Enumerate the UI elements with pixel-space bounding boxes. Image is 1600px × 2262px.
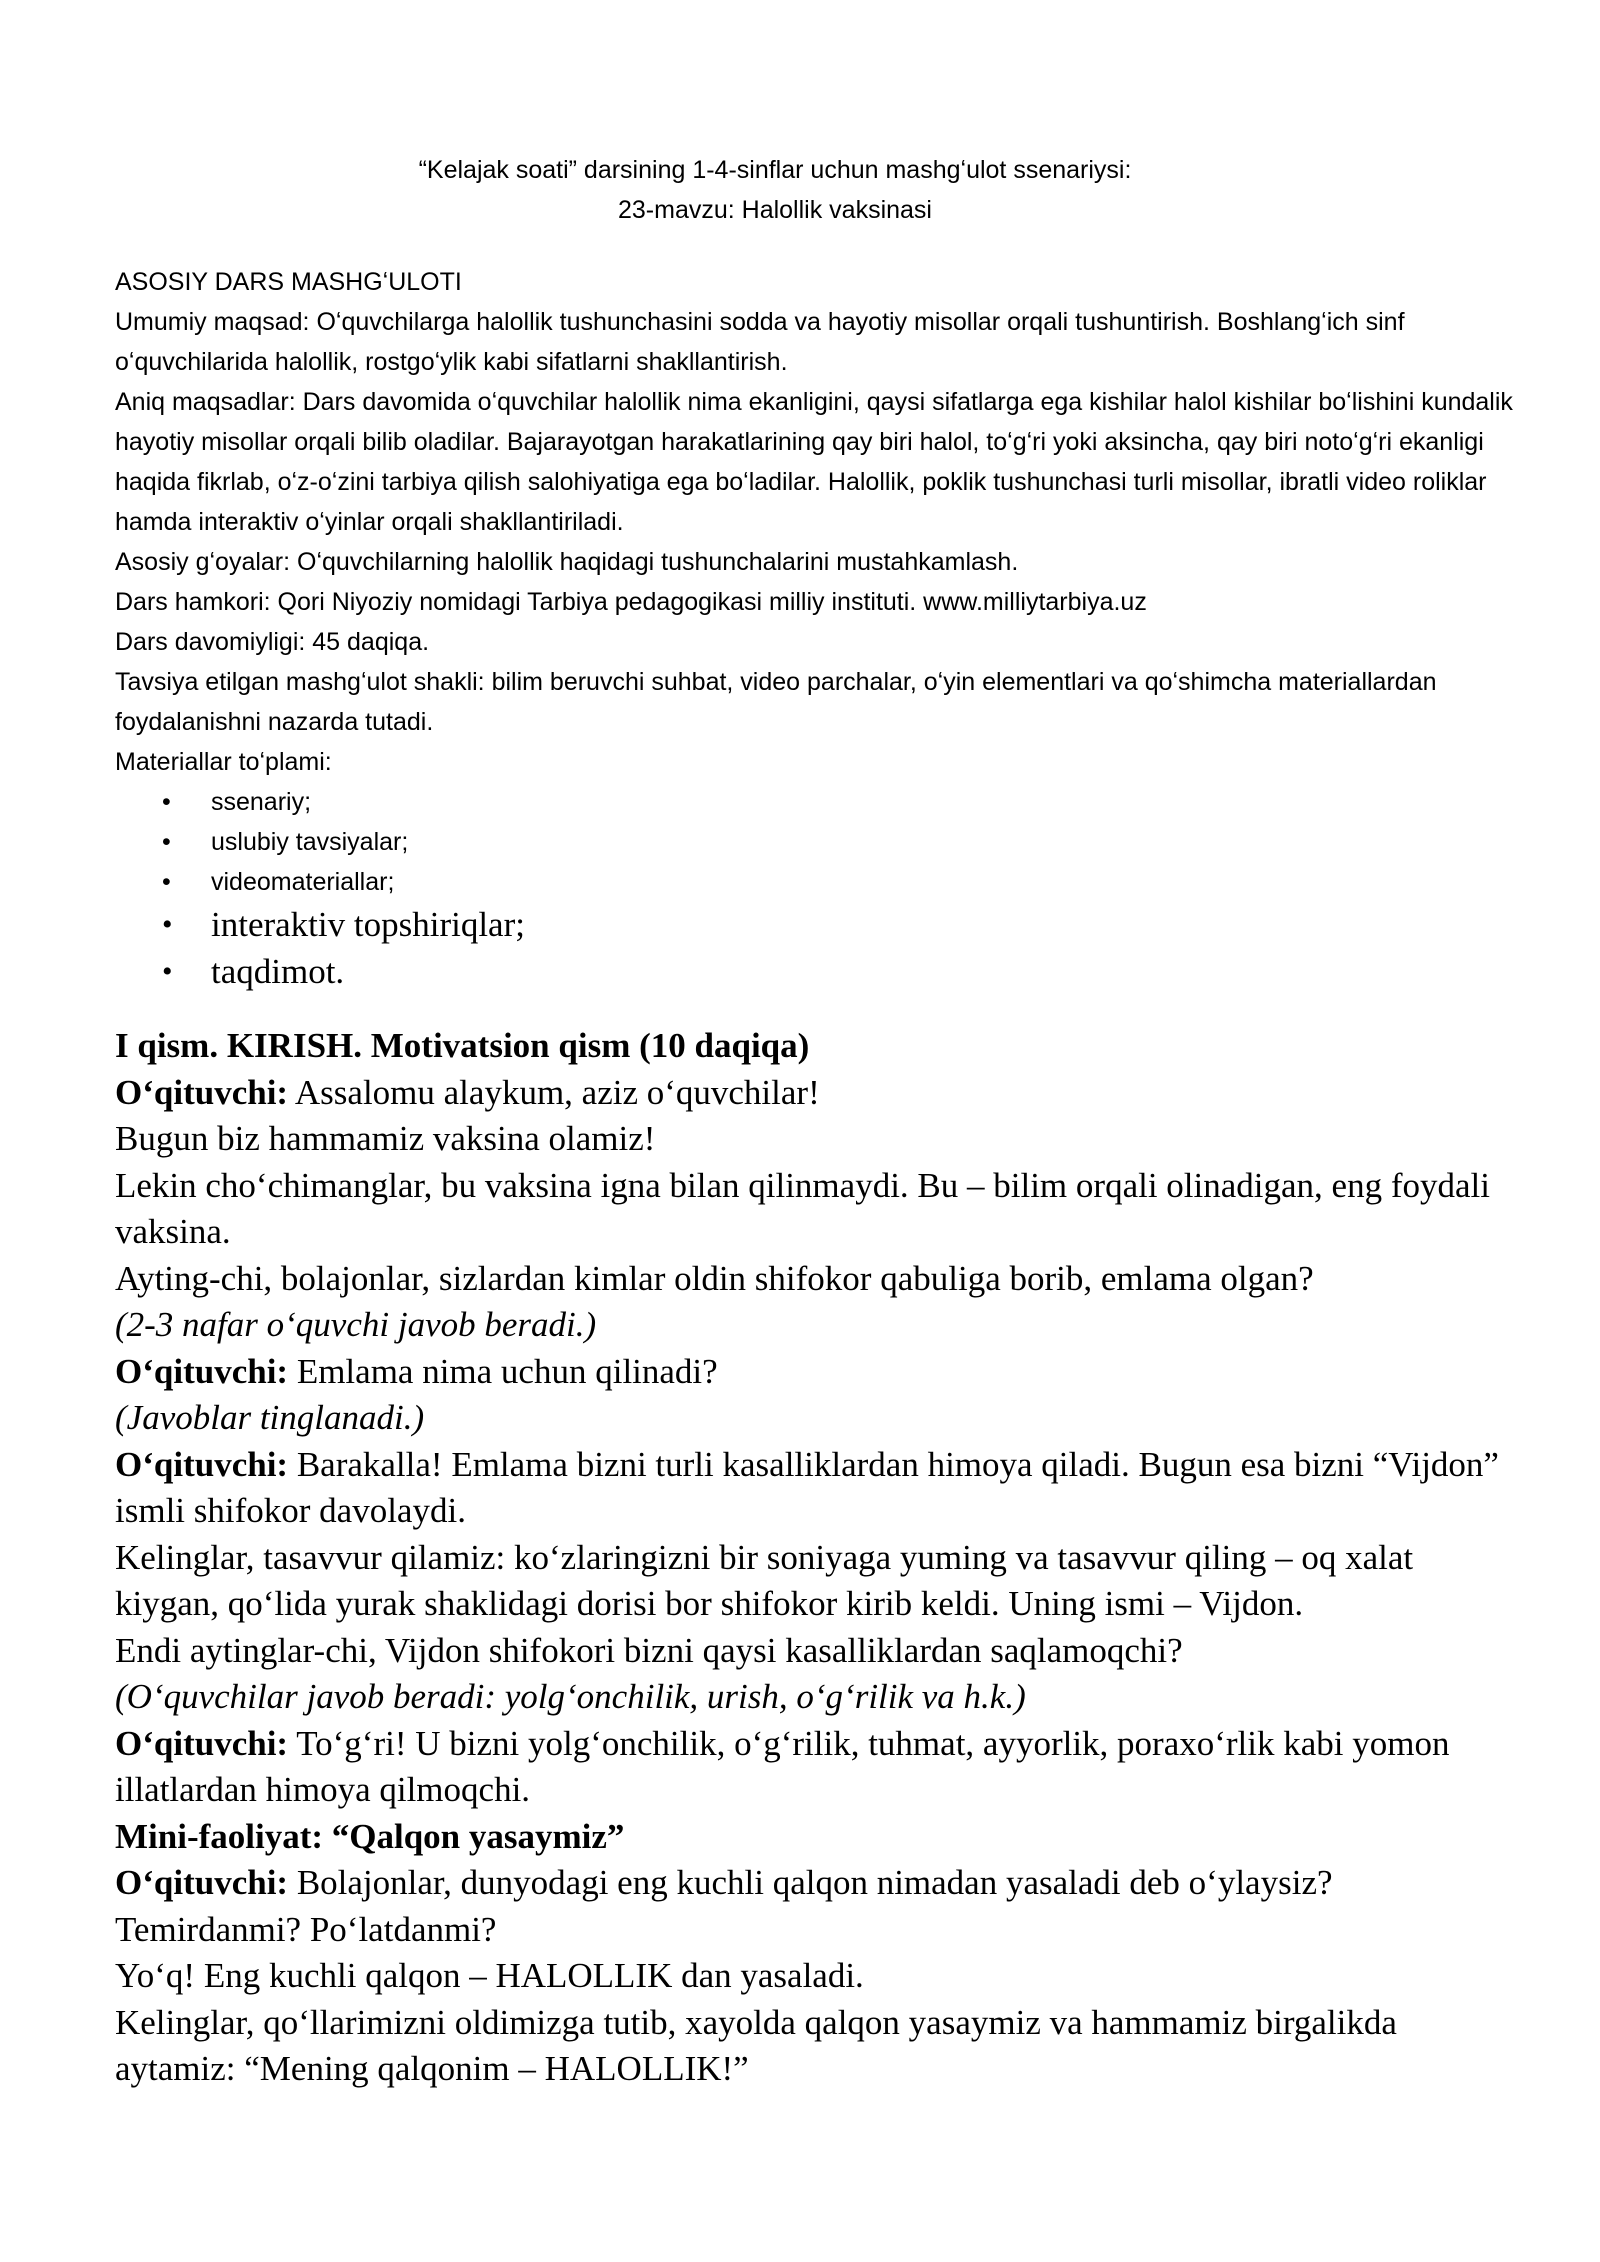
list-item: • interaktiv topshiriqlar; xyxy=(115,902,1515,949)
paragraph: Bugun biz hammamiz vaksina olamiz! xyxy=(115,1119,656,1158)
paragraph: Lekin choʻchimanglar, bu vaksina igna bilan qilinmaydi. Bu – bilim orqali olinadigan, eng foydali vaksina. xyxy=(115,1165,1490,1251)
mini-activity-title: Mini-faoliyat: “Qalqon yasaymiz” xyxy=(115,1816,625,1856)
teacher-label: Oʻqituvchi: xyxy=(115,1072,289,1112)
paragraph: Yoʻq! Eng kuchli qalqon – HALOLLIK dan yasaladi. xyxy=(115,1956,864,1995)
main-ideas: Asosiy gʻoyalar: Oʻquvchilarning halollik haqidagi tushunchalarini mustahkamlash. xyxy=(115,548,1019,576)
list-item: • taqdimot. xyxy=(115,949,1515,996)
document-header xyxy=(115,150,1435,230)
paragraph: Kelinglar, tasavvur qilamiz: koʻzlaringizni bir soniyaga yuming va tasavvur qiling – oq xalat kiygan, qoʻlida yurak shaklidagi dorisi bor shifokor kirib keldi. Uning ismi – Vijdon. xyxy=(115,1537,1414,1623)
materials-list xyxy=(115,782,1515,902)
document-page xyxy=(115,150,1515,2093)
intro-heading: ASOSIY DARS MASHGʻULOTI xyxy=(115,268,462,296)
stage-direction: (2-3 nafar oʻquvchi javob beradi.) xyxy=(115,1305,597,1344)
specific-goals: Aniq maqsadlar: Dars davomida oʻquvchilar halollik nima ekanligini, qaysi sifatlarga ega kishilar halol kishilar boʻlishini kundalik hayotiy misollar orqali bilib oladilar. Bajarayotgan harakatlarining qay biri halol, toʻgʻri yoki aksincha, qay biri notoʻgʻri ekanligi haqida fikrlab, oʻz-oʻzini tarbiya qilish salohiyatiga ega boʻladilar. Halollik, poklik tushunchasi turli misollar, ibratli video roliklar hamda interaktiv oʻyinlar orqali shakllantiriladi. xyxy=(115,388,1513,536)
paragraph: Ayting-chi, bolajonlar, sizlardan kimlar oldin shifokor qabuliga borib, emlama olgan? xyxy=(115,1258,1314,1298)
teacher-label: Oʻqituvchi: xyxy=(115,1351,289,1391)
header-title: “Kelajak soati” darsining 1-4-sinflar uchun mashgʻulot ssenariysi: xyxy=(418,156,1132,184)
materials-heading: Materiallar toʻplami: xyxy=(115,748,332,776)
paragraph: Kelinglar, qoʻllarimizni oldimizga tutib, xayolda qalqon yasaymiz va hammamiz birgalikda aytamiz: “Mening qalqonim – HALOLLIK!” xyxy=(115,2002,1397,2088)
teacher-label: Oʻqituvchi: xyxy=(115,1723,289,1763)
teacher-label: Oʻqituvchi: xyxy=(115,1444,289,1484)
recommended-form: Tavsiya etilgan mashgʻulot shakli: bilim beruvchi suhbat, video parchalar, oʻyin elementlari va qoʻshimcha materiallardan foydalanishni nazarda tutadi. xyxy=(115,668,1437,736)
lesson-intro xyxy=(115,262,1515,902)
lesson-duration: Dars davomiyligi: 45 daqiqa. xyxy=(115,628,430,656)
teacher-line: Oʻqituvchi: Barakalla! Emlama bizni turli kasalliklardan himoya qiladi. Bugun esa bizni “Vijdon” ismli shifokor davolaydi. xyxy=(115,1444,1499,1530)
list-item: • videomateriallar; xyxy=(115,862,1515,902)
teacher-line: Oʻqituvchi: Toʻgʻri! U bizni yolgʻonchilik, oʻgʻrilik, tuhmat, ayyorlik, poraxoʻrlik kabi yomon illatlardan himoya qilmoqchi. xyxy=(115,1723,1450,1809)
materials-list-continued xyxy=(115,902,1515,995)
list-item: • uslubiy tavsiyalar; xyxy=(115,822,1515,862)
teacher-line: Oʻqituvchi: Bolajonlar, dunyodagi eng kuchli qalqon nimadan yasaladi deb oʻylaysiz? Temirdanmi? Poʻlatdanmi? xyxy=(115,1863,1333,1949)
header-topic: 23-mavzu: Halollik vaksinasi xyxy=(617,196,932,224)
section-title: I qism. KIRISH. Motivatsion qism (10 daqiqa) xyxy=(115,1026,810,1065)
general-goal: Umumiy maqsad: Oʻquvchilarga halollik tushunchasini sodda va hayotiy misollar orqali tushuntirish. Boshlangʻich sinf oʻquvchilarida halollik, rostgoʻylik kabi sifatlarni shakllantirish. xyxy=(115,308,1405,376)
paragraph: Endi aytinglar-chi, Vijdon shifokori bizni qaysi kasalliklardan saqlamoqchi? xyxy=(115,1630,1183,1670)
teacher-line: Oʻqituvchi: Emlama nima uchun qilinadi? xyxy=(115,1351,718,1391)
lesson-partner: Dars hamkori: Qori Niyoziy nomidagi Tarbiya pedagogikasi milliy instituti. www.milliytarbiya.uz xyxy=(115,588,1147,616)
stage-direction: (Oʻquvchilar javob beradi: yolgʻonchilik, urish, oʻgʻrilik va h.k.) xyxy=(115,1677,1026,1716)
teacher-label: Oʻqituvchi: xyxy=(115,1863,289,1902)
stage-direction: (Javoblar tinglanadi.) xyxy=(115,1398,425,1437)
teacher-line: Oʻqituvchi: Assalomu alaykum, aziz oʻquvchilar! xyxy=(115,1072,820,1112)
list-item: • ssenariy; xyxy=(115,782,1515,822)
